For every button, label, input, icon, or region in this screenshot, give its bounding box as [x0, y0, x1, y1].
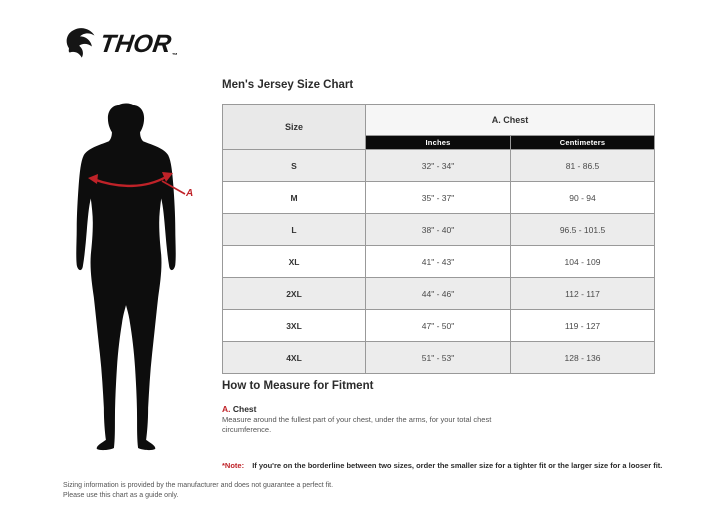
inches-cell: 44" - 46": [366, 278, 511, 310]
measure-label: [222, 404, 257, 414]
size-cell: M: [223, 182, 366, 214]
measure-label-name: Chest: [232, 404, 257, 414]
measure-description: Measure around the fullest part of your chest, under the arms, for your total chest circumference.: [222, 415, 492, 434]
table-row: [223, 150, 655, 182]
inches-cell: 38" - 40": [366, 214, 511, 246]
size-cell: 4XL: [223, 342, 366, 374]
inches-cell: 47" - 50": [366, 310, 511, 342]
table-row: [223, 246, 655, 278]
chest-measurement-arrow-icon: [88, 168, 198, 204]
measure-heading: How to Measure for Fitment: [222, 380, 374, 392]
chest-marker-label: A: [186, 188, 194, 199]
inches-cell: 41" - 43": [366, 246, 511, 278]
size-cell: S: [223, 150, 366, 182]
column-header-size: Size: [223, 105, 366, 150]
column-header-inches: Inches: [366, 136, 511, 150]
male-silhouette: [75, 102, 177, 454]
thor-ram-logo-icon: [63, 26, 97, 62]
column-header-centimeters: Centimeters: [511, 136, 655, 150]
thor-logo-text: THOR: [98, 29, 173, 58]
cm-cell: 81 - 86.5: [511, 150, 655, 182]
table-row: [223, 342, 655, 374]
thor-logo-trademark: ™: [171, 53, 178, 59]
size-chart-table: [222, 104, 655, 374]
size-cell: XL: [223, 246, 366, 278]
cm-cell: 112 - 117: [511, 278, 655, 310]
table-row: [223, 182, 655, 214]
cm-cell: 90 - 94: [511, 182, 655, 214]
table-row: [223, 278, 655, 310]
sizing-disclaimer: [63, 481, 333, 501]
fit-note-prefix: *Note:: [222, 461, 245, 470]
fit-note: [222, 461, 702, 470]
size-cell: 3XL: [223, 310, 366, 342]
thor-logo: [63, 26, 178, 62]
inches-cell: 51" - 53": [366, 342, 511, 374]
size-cell: 2XL: [223, 278, 366, 310]
group-header-chest: A. Chest: [366, 105, 655, 136]
sizing-disclaimer-line2: Please use this chart as a guide only.: [63, 492, 179, 499]
cm-cell: 119 - 127: [511, 310, 655, 342]
page-title: Men's Jersey Size Chart: [222, 79, 354, 91]
cm-cell: 104 - 109: [511, 246, 655, 278]
male-silhouette-figure: [75, 102, 177, 454]
table-row: [223, 310, 655, 342]
cm-cell: 128 - 136: [511, 342, 655, 374]
cm-cell: 96.5 - 101.5: [511, 214, 655, 246]
size-cell: L: [223, 214, 366, 246]
measure-label-letter: A.: [222, 404, 231, 414]
inches-cell: 35" - 37": [366, 182, 511, 214]
inches-cell: 32" - 34": [366, 150, 511, 182]
fit-note-text: If you're on the borderline between two sizes, order the smaller size for a tighter fit or the larger size for a looser fit.: [252, 461, 663, 470]
table-row: [223, 214, 655, 246]
sizing-disclaimer-line1: Sizing information is provided by the manufacturer and does not guarantee a perfect fit.: [63, 482, 334, 489]
